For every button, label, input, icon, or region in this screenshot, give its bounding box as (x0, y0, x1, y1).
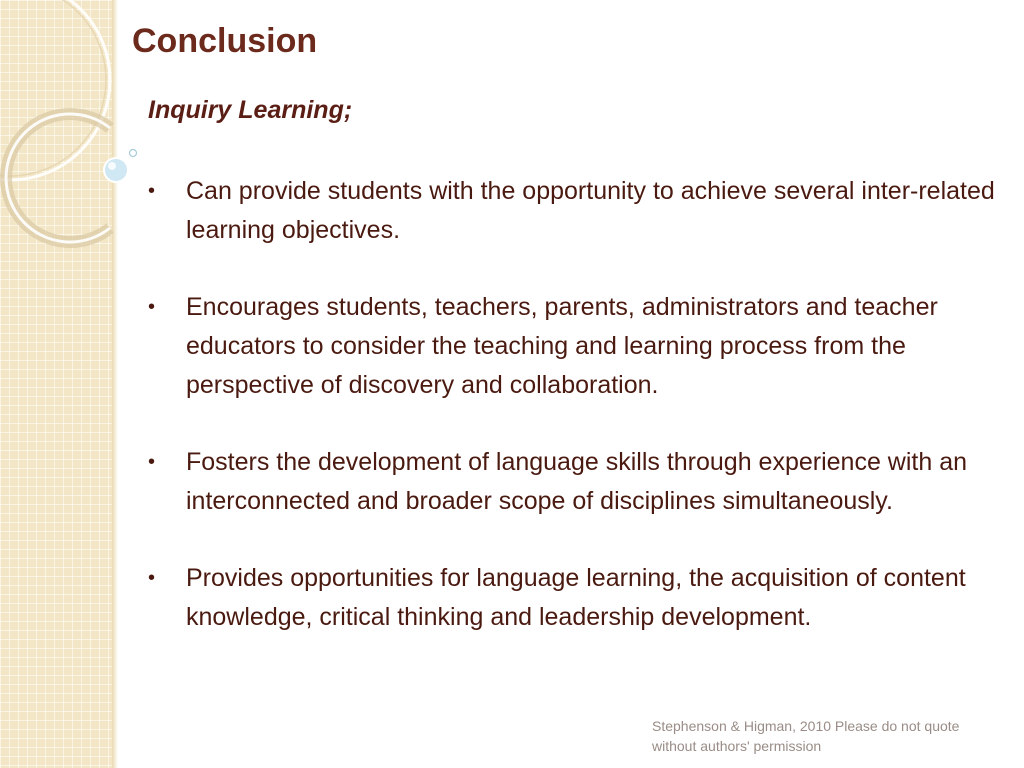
bullet-item (148, 288, 1014, 405)
bullet-item (148, 443, 1014, 521)
bullet-dot-icon: • (148, 296, 156, 318)
bullet-text: Fosters the development of language skills through experience with an interconnected and broader scope of disciplines simultaneously. (186, 448, 968, 515)
slide-title: Conclusion (132, 22, 318, 60)
bullet-dot-icon: • (148, 180, 156, 202)
bullet-item (148, 172, 1014, 250)
slide-subtitle: Inquiry Learning; (148, 96, 353, 124)
bullet-dot-icon: • (148, 567, 156, 589)
bullet-dot-icon: • (148, 451, 156, 473)
bullet-text: Can provide students with the opportunity to achieve several inter-related learning objectives. (186, 177, 995, 244)
bullet-text: Provides opportunities for language learning, the acquisition of content knowledge, critical thinking and leadership development. (186, 564, 966, 631)
bullet-list (148, 172, 1014, 675)
bullet-text: Encourages students, teachers, parents, administrators and teacher educators to consider the teaching and learning process from the perspective of discovery and collaboration. (186, 293, 938, 399)
bullet-item (148, 559, 1014, 637)
footer-citation: Stephenson & Higman, 2010 Please do not quote without authors' permission (652, 718, 960, 754)
